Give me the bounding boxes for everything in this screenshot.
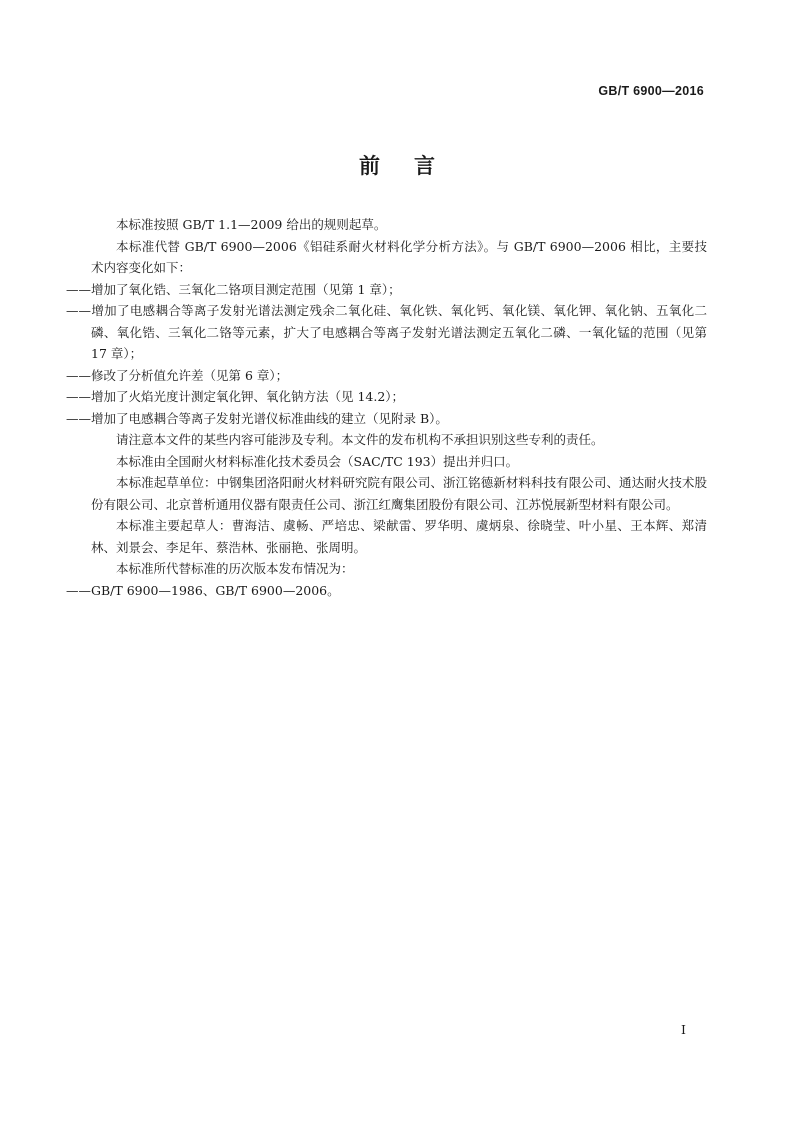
paragraph-patent-notice: 请注意本文件的某些内容可能涉及专利。本文件的发布机构不承担识别这些专利的责任。 [116,432,604,447]
document-body [66,214,707,601]
standard-code: GB/T 6900—2016 [598,84,704,98]
dash-mark: —— [66,367,91,383]
history-item-text: GB/T 6900—1986、GB/T 6900—2006。 [91,582,340,598]
change-item-text: 增加了火焰光度计测定氧化钾、氧化钠方法（见 14.2）； [91,389,405,404]
paragraph-committee: 本标准由全国耐火材料标准化技术委员会（SAC/TC 193）提出并归口。 [116,453,519,469]
dash-mark: —— [66,582,91,598]
dash-mark: —— [66,389,91,404]
change-item-1 [66,279,707,301]
change-item-text: 修改了分析值允许差（见第 6 章）； [91,367,289,383]
dash-mark: —— [66,410,91,426]
change-item-2 [66,300,707,365]
page-number: I [681,1022,686,1037]
change-item-3 [66,365,707,387]
page-title: 前言 [359,154,469,178]
change-item-text: 增加了电感耦合等离子发射光谱仪标准曲线的建立（见附录 B）。 [91,410,448,426]
paragraph-drafting-units: 本标准起草单位：中钢集团洛阳耐火材料研究院有限公司、浙江铭德新材料科技有限公司、通达耐火技术股份有限公司、北京普析通用仪器有限责任公司、浙江红鹰集团股份有限公司、江苏悦展新型材料有限公司。 [91,475,707,512]
paragraph-history-intro: 本标准所代替标准的历次版本发布情况为： [116,561,354,576]
change-item-text: 增加了电感耦合等离子发射光谱法测定残余二氧化硅、氧化铁、氧化钙、氧化镁、氧化钾、氧化钠、五氧化二磷、氧化锆、三氧化二铬等元素，扩大了电感耦合等离子发射光谱法测定五氧化二磷、一氧化锰的范围（见第 17 章）； [91,303,707,361]
change-item-4 [66,386,707,408]
paragraph-drafters: 本标准主要起草人：曹海洁、虞畅、严培忠、梁献雷、罗华明、虞炳泉、徐晓莹、叶小星、王本辉、郑清林、刘景会、李足年、蔡浩林、张丽艳、张周明。 [91,518,707,555]
dash-mark: —— [66,303,91,318]
history-item [66,580,707,602]
change-item-5 [66,408,707,430]
change-item-text: 增加了氧化锆、三氧化二铬项目测定范围（见第 1 章）； [91,281,401,297]
paragraph-replacement: 本标准代替 GB/T 6900—2006《铝硅系耐火材料化学分析方法》。与 GB/T 6900—2006 相比，主要技术内容变化如下： [91,238,707,275]
paragraph-drafting-rule: 本标准按照 GB/T 1.1—2009 给出的规则起草。 [116,217,387,232]
dash-mark: —— [66,281,91,297]
